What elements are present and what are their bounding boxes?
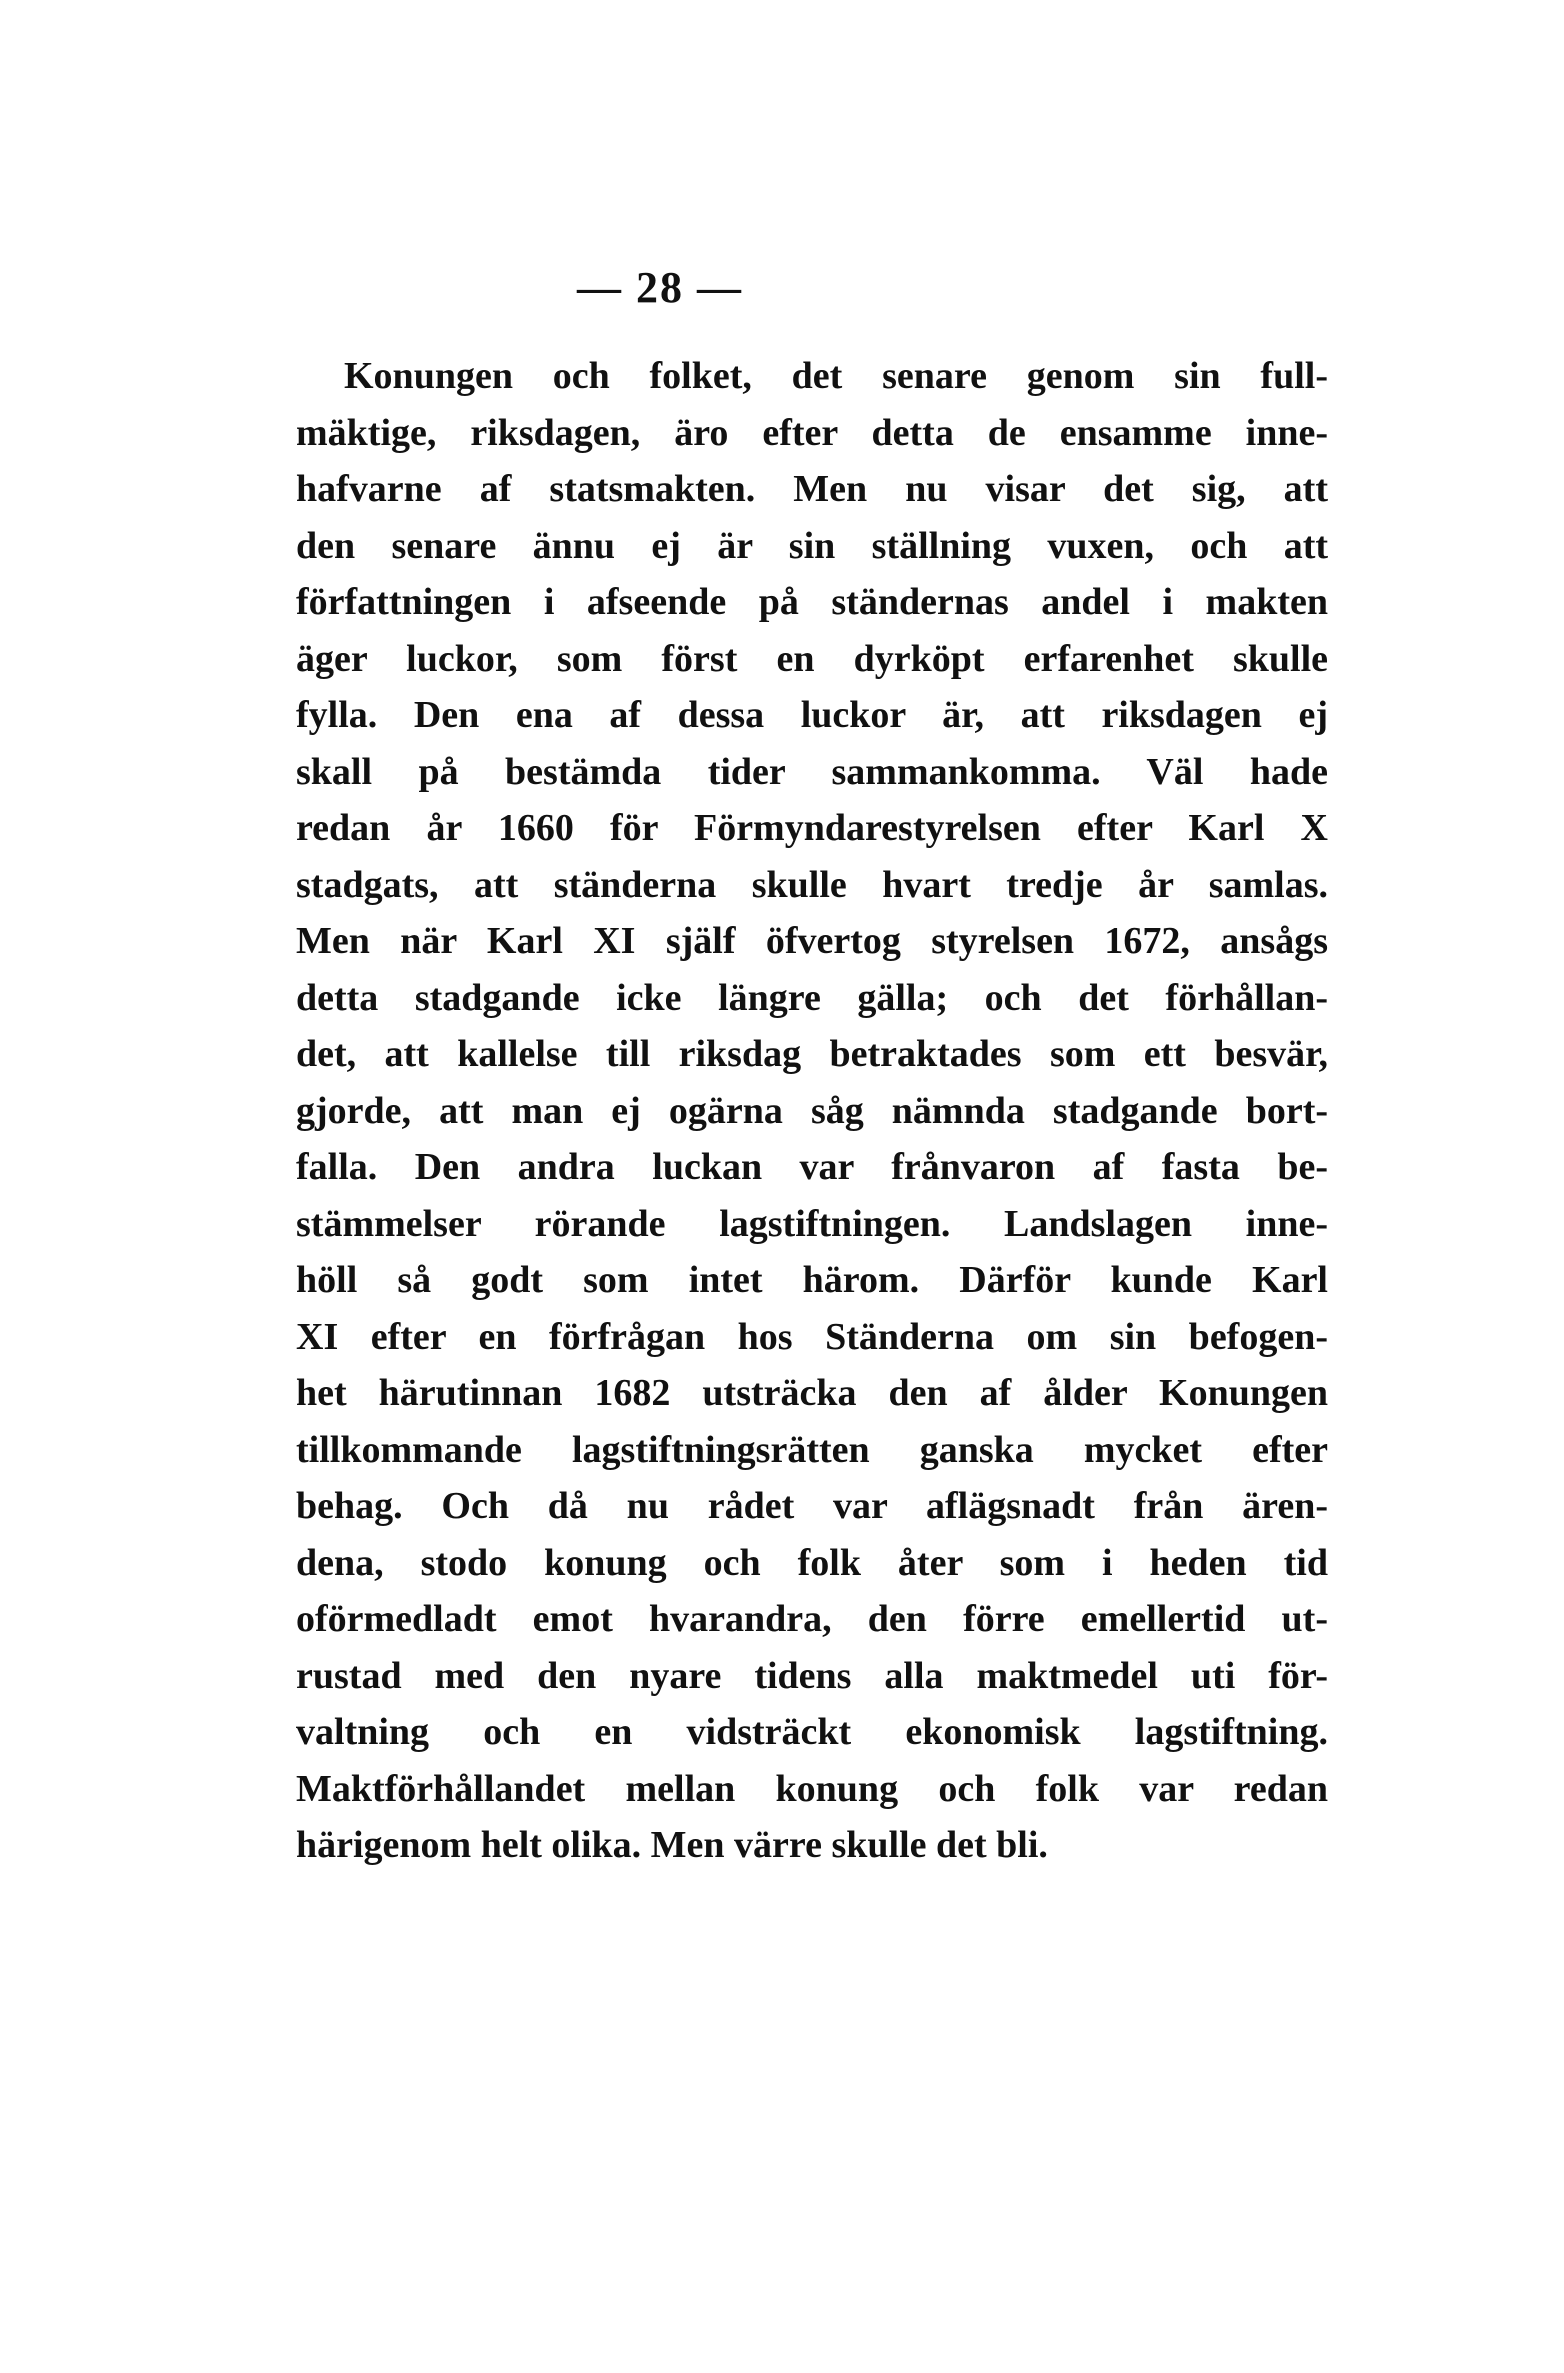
text-line: valtning och en vidsträckt ekonomisk lagstiftning.	[296, 1711, 1328, 1753]
text-line: falla. Den andra luckan var frånvaron af fasta be-	[296, 1146, 1328, 1188]
text-line: höll så godt som intet härom. Därför kunde Karl	[296, 1259, 1328, 1301]
text-line: Konungen och folket, det senare genom sin full-	[344, 355, 1328, 397]
text-line: XI efter en förfrågan hos Ständerna om sin befogen-	[296, 1315, 1328, 1358]
body-text	[296, 348, 1328, 1874]
text-line: det, att kallelse till riksdag betraktades som ett besvär,	[296, 1033, 1328, 1075]
text-line: Maktförhållandet mellan konung och folk var redan	[296, 1767, 1328, 1810]
text-line: stadgats, att ständerna skulle hvart tredje år samlas.	[296, 863, 1328, 906]
text-line: detta stadgande icke längre gälla; och det förhållan-	[296, 976, 1328, 1019]
text-line: behag. Och då nu rådet var aflägsnadt från ären-	[296, 1485, 1328, 1527]
text-line: mäktige, riksdagen, äro efter detta de ensamme inne-	[296, 411, 1328, 454]
text-line: stämmelser rörande lagstiftningen. Landslagen inne-	[296, 1202, 1328, 1245]
text-line: Men när Karl XI själf öfvertog styrelsen 1672, ansågs	[296, 920, 1328, 962]
text-line: het härutinnan 1682 utsträcka den af ålder Konungen	[296, 1372, 1328, 1414]
text-line: hafvarne af statsmakten. Men nu visar det sig, att	[296, 468, 1328, 510]
text-line: gjorde, att man ej ogärna såg nämnda stadgande bort-	[296, 1089, 1328, 1132]
text-line: dena, stodo konung och folk åter som i heden tid	[296, 1541, 1328, 1584]
text-line: den senare ännu ej är sin ställning vuxen, och att	[296, 524, 1328, 567]
text-line: skall på bestämda tider sammankomma. Väl hade	[296, 750, 1328, 793]
text-line: författningen i afseende på ständernas andel i makten	[296, 581, 1328, 623]
text-line: härigenom helt olika. Men värre skulle det bli.	[296, 1824, 1048, 1866]
text-line: äger luckor, som först en dyrköpt erfarenhet skulle	[296, 637, 1328, 680]
text-line: rustad med den nyare tidens alla maktmedel uti för-	[296, 1654, 1328, 1697]
text-line: oförmedladt emot hvarandra, den förre emellertid ut-	[296, 1598, 1328, 1640]
page-number: — 28 —	[577, 263, 743, 312]
text-line: tillkommande lagstiftningsrätten ganska mycket efter	[296, 1428, 1328, 1471]
text-line: fylla. Den ena af dessa luckor är, att riksdagen ej	[296, 694, 1328, 736]
text-line: redan år 1660 för Förmyndarestyrelsen efter Karl X	[296, 807, 1328, 849]
